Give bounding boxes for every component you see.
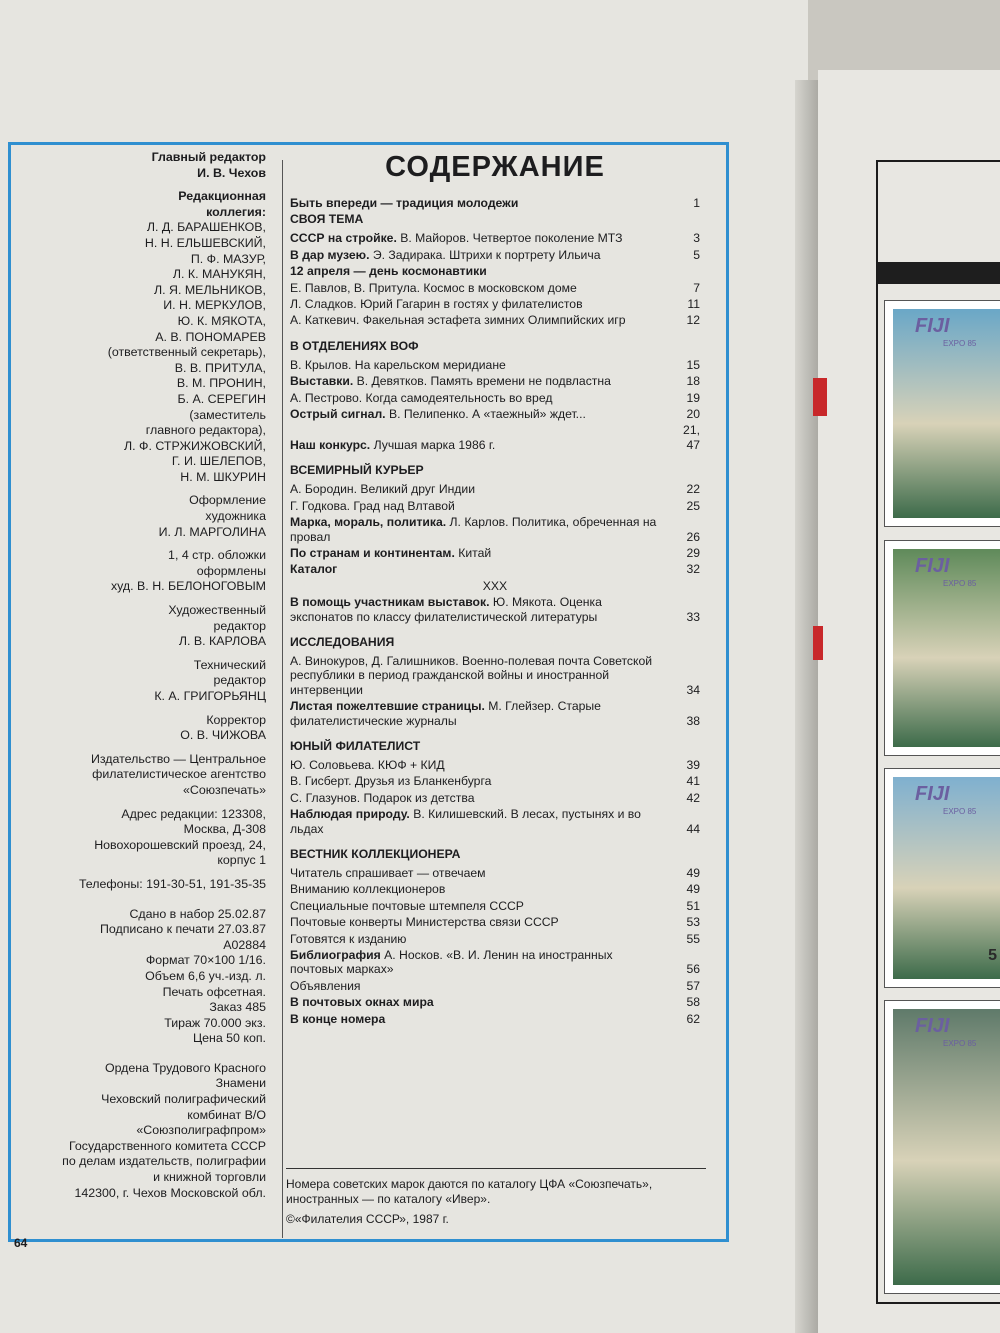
toc-entry-title	[290, 515, 672, 544]
toc-entry-rubric: В почтовых окнах мира	[290, 995, 434, 1010]
publisher-info	[16, 752, 266, 799]
toc-entry[interactable]	[290, 423, 700, 452]
tech-editor-credit	[16, 658, 266, 705]
toc-entry-title	[290, 407, 672, 421]
toc-entry[interactable]	[290, 546, 700, 560]
toc-entry-page: 1	[693, 196, 700, 210]
toc-entry-title	[290, 979, 672, 993]
toc-entry-text: Объявления	[290, 978, 361, 993]
board-member: (заместитель	[189, 407, 266, 422]
toc-entry-text: А. Носков. «В. И. Ленин на иностранных почтовых марках»	[290, 948, 613, 977]
toc-entry-page: 57	[686, 978, 700, 993]
stamp-picture	[893, 777, 1000, 979]
toc-entry-text: В. Пелипенко. А «таежный» ждет...	[385, 407, 586, 422]
toc-entry-title	[290, 248, 672, 262]
toc-entry-text: Специальные почтовые штемпеля СССР	[290, 898, 524, 913]
address-line: Адрес редакции: 123308,	[121, 806, 266, 821]
board-member: И. Н. МЕРКУЛОВ,	[163, 298, 266, 313]
chief-editor-label: Главный редактор	[151, 150, 266, 164]
board-member: Б. А. СЕРЕГИН	[177, 391, 266, 406]
design-credit	[16, 493, 266, 540]
printer-line: «Союзполиграфпром»	[136, 1123, 266, 1138]
toc-section	[290, 339, 700, 452]
toc-entry-title	[290, 499, 672, 513]
address-line: корпус 1	[217, 853, 266, 868]
toc-entry-page: 32	[686, 562, 700, 577]
toc-entry-title	[290, 699, 672, 728]
toc-entry-title	[290, 374, 672, 388]
credit-line: оформлены	[196, 563, 266, 578]
printer-line: 142300, г. Чехов Московской обл.	[74, 1185, 266, 1200]
toc-entry[interactable]	[290, 391, 700, 405]
stamp-picture	[893, 549, 1000, 747]
toc-section-heading: СВОЯ ТЕМА	[290, 212, 364, 227]
credit-line: К. А. ГРИГОРЬЯНЦ	[154, 689, 266, 703]
toc-entry-title	[290, 995, 672, 1009]
toc-entry[interactable]	[290, 358, 700, 372]
printer-line: по делам издательств, полиграфии	[62, 1154, 266, 1169]
board-member: Ю. К. МЯКОТА,	[177, 313, 266, 328]
footnote-block	[286, 1168, 706, 1233]
toc-entry[interactable]	[290, 899, 700, 913]
toc-entry[interactable]	[290, 281, 700, 295]
toc-entry[interactable]	[290, 562, 700, 576]
publisher-line: филателистическое агентство	[92, 767, 266, 782]
toc-entry[interactable]	[290, 915, 700, 929]
toc-entry-page: 44	[686, 821, 700, 836]
toc-entry-title	[290, 882, 672, 896]
postage-stamp	[884, 300, 1000, 527]
toc-entry-rubric: Библиография	[290, 948, 381, 963]
toc-entry-title	[290, 546, 672, 560]
toc-entry-title	[290, 774, 672, 788]
red-tab	[813, 378, 827, 416]
stamp-logo: FIJI	[915, 783, 950, 805]
toc-entry-title	[290, 899, 672, 913]
table-of-contents	[290, 150, 700, 1037]
toc-entry[interactable]	[290, 995, 700, 1009]
toc-entry-title	[290, 264, 672, 278]
address-line: Москва, Д-308	[183, 822, 266, 837]
toc-entry-title	[290, 758, 672, 772]
toc-section	[290, 212, 700, 327]
stamp-price: 5	[988, 947, 997, 964]
board-list	[16, 220, 266, 485]
toc-entry[interactable]	[290, 264, 700, 278]
print-info-line: Цена 50 коп.	[192, 1031, 266, 1046]
toc-entry-rubric: В помощь участникам выставок.	[290, 595, 490, 610]
toc-entry-page: 42	[686, 790, 700, 805]
toc-entry-title	[290, 391, 672, 405]
toc-entry-page: 38	[686, 713, 700, 728]
board-member: главного редактора),	[145, 423, 266, 438]
credit-line: Художественный	[168, 603, 266, 618]
toc-entry[interactable]	[290, 791, 700, 805]
toc-entry-page: 34	[686, 682, 700, 697]
credit-line: художника	[205, 509, 266, 524]
toc-entry-page: 58	[686, 995, 700, 1010]
toc-entry[interactable]	[290, 407, 700, 421]
toc-entry[interactable]	[290, 297, 700, 311]
column-divider	[282, 160, 283, 1238]
cover-credit	[16, 548, 266, 595]
toc-entry-rubric: Марка, мораль, политика.	[290, 515, 447, 530]
phones: Телефоны: 191-30-51, 191-35-35	[78, 876, 266, 891]
credit-line: И. Л. МАРГОЛИНА	[158, 524, 266, 539]
credit-line: Л. В. КАРЛОВА	[178, 634, 266, 649]
printer-line: комбинат В/О	[187, 1107, 266, 1122]
toc-entry-text: А. Пестрово. Когда самодеятельность во вред	[290, 390, 553, 405]
toc-entry-text: В. Майоров. Четвертое поколение МТЗ	[396, 231, 623, 246]
toc-entry[interactable]	[290, 882, 700, 896]
toc-entry-title	[290, 807, 672, 836]
credit-line: Оформление	[189, 493, 266, 508]
toc-entry[interactable]	[290, 979, 700, 993]
stamp-expo-label: EXPO 85	[943, 339, 977, 348]
stamp-logo: FIJI	[915, 315, 950, 337]
stamp-sheet-bar	[878, 262, 1000, 284]
toc-entry-page: 5	[693, 247, 700, 262]
toc-section	[290, 847, 700, 1026]
toc-section-heading: В ОТДЕЛЕНИЯХ ВОФ	[290, 338, 419, 353]
toc-entry-title	[290, 932, 672, 946]
toc-entry-text: Китай	[454, 545, 492, 560]
toc-section-heading: ВСЕМИРНЫЙ КУРЬЕР	[290, 463, 424, 478]
copyright: ©«Филателия СССР», 1987 г.	[286, 1212, 449, 1226]
print-info-line: Заказ 485	[209, 1000, 266, 1015]
toc-entry-title	[290, 562, 672, 576]
toc-entry-title	[290, 297, 672, 311]
toc-entry-title: Быть впереди — традиция молодежи	[290, 196, 519, 210]
toc-entry[interactable]	[290, 758, 700, 772]
credit-line: Корректор	[206, 712, 266, 727]
toc-entry[interactable]	[290, 654, 700, 697]
toc-entry-text: Ю. Соловьева. КЮФ + КИД	[290, 757, 445, 772]
toc-entry[interactable]	[290, 515, 700, 544]
print-info-line: А02884	[223, 937, 266, 952]
toc-entry-page: 49	[686, 882, 700, 897]
toc-entry-text: В. Гисберт. Друзья из Бланкенбурга	[290, 774, 492, 789]
toc-entry-page: 7	[693, 280, 700, 295]
toc-entry-page: 41	[686, 774, 700, 789]
toc-entry-text: А. Каткевич. Факельная эстафета зимних Олимпийских игр	[290, 313, 626, 328]
toc-entry-text: В. Крылов. На карельском меридиане	[290, 357, 506, 372]
toc-entry-page: 12	[686, 313, 700, 328]
toc-entry-page: 20	[686, 407, 700, 422]
toc-section-heading: ИССЛЕДОВАНИЯ	[290, 634, 395, 649]
toc-title: СОДЕРЖАНИЕ	[385, 151, 605, 183]
toc-entry-page: 15	[686, 357, 700, 372]
print-info-line: Тираж 70.000 экз.	[164, 1015, 266, 1030]
toc-entry-title	[290, 1012, 672, 1026]
toc-entry-text: Э. Задирака. Штрихи к портрету Ильича	[369, 247, 601, 262]
toc-entry-text: В. Девятков. Память времени не подвластна	[353, 374, 611, 389]
toc-entry-title	[290, 654, 672, 697]
toc-entry-page: 39	[686, 757, 700, 772]
print-info	[16, 907, 266, 1047]
toc-entry[interactable]	[290, 499, 700, 513]
toc-entry-text: Ю. Мякота. Оценка экспонатов по классу филателистической литературы	[290, 595, 602, 624]
toc-entry-page: 62	[686, 1011, 700, 1026]
toc-entry-title	[290, 791, 672, 805]
toc-entry-title	[290, 482, 672, 496]
toc-entry-rubric: Наблюдая природу.	[290, 807, 410, 822]
board-member: Л. Д. БАРАШЕНКОВ,	[146, 220, 266, 235]
toc-entry-rubric: Выставки.	[290, 374, 354, 389]
toc-entry[interactable]	[290, 807, 700, 836]
print-info-line: Сдано в набор 25.02.87	[129, 906, 266, 921]
board-member: Г. И. ШЕЛЕПОВ,	[171, 454, 266, 469]
toc-entry-rubric: Наш конкурс.	[290, 437, 371, 452]
board-member: Л. Я. МЕЛЬНИКОВ,	[154, 282, 266, 297]
toc-entry-title	[290, 358, 672, 372]
editorial-address	[16, 807, 266, 869]
printer-line: Государственного комитета СССР	[68, 1138, 266, 1153]
credit-line: Технический	[193, 657, 266, 672]
toc-entry[interactable]	[290, 482, 700, 496]
toc-sections	[290, 212, 700, 1026]
board-member: (ответственный секретарь),	[107, 345, 266, 360]
printer-line: Ордена Трудового Красного	[104, 1060, 266, 1075]
postage-stamp	[884, 540, 1000, 756]
board-member: В. В. ПРИТУЛА,	[174, 360, 266, 375]
toc-entry-text: Л. Сладков. Юрий Гагарин в гостях у филателистов	[290, 297, 583, 312]
toc-entry-rubric: Листая пожелтевшие страницы.	[290, 699, 485, 714]
toc-entry-title	[290, 281, 672, 295]
board-member: А. В. ПОНОМАРЕВ	[155, 329, 266, 344]
toc-entry-rubric: Каталог	[290, 562, 338, 577]
stamp-expo-label: EXPO 85	[943, 579, 977, 588]
print-info-line: Подписано к печати 27.03.87	[99, 922, 266, 937]
toc-entry-text: В. Килишевский. В лесах, пустынях и во льдах	[290, 807, 641, 836]
toc-entry[interactable]	[290, 313, 700, 327]
page-number: 64	[14, 1236, 28, 1250]
board-member: П. Ф. МАЗУР,	[190, 251, 266, 266]
toc-entry-rubric: В конце номера	[290, 1011, 386, 1026]
toc-entry[interactable]	[290, 196, 700, 210]
board-member: Н. Н. ЕЛЬШЕВСКИЙ,	[144, 235, 266, 250]
toc-entry-page: 19	[686, 390, 700, 405]
postage-stamp	[884, 1000, 1000, 1294]
toc-entry-title	[290, 231, 672, 245]
red-tab	[813, 626, 823, 660]
credit-line: редактор	[213, 618, 266, 633]
toc-section-heading: ЮНЫЙ ФИЛАТЕЛИСТ	[290, 738, 421, 753]
toc-entry-text: Читатель спрашивает — отвечаем	[290, 866, 486, 880]
toc-entry-rubric: 12 апреля — день космонавтики	[290, 264, 487, 279]
toc-entry[interactable]	[290, 932, 700, 946]
toc-entry-text: А. Винокуров, Д. Галишников. Военно-полевая почта Советской республики в период гражданской войны и иностранной интервенции	[290, 653, 653, 697]
toc-entry-page: 56	[686, 962, 700, 977]
toc-entry-text: Е. Павлов, В. Притула. Космос в московском доме	[290, 280, 577, 295]
toc-entry-page: 22	[686, 482, 700, 497]
toc-entry-page: 33	[686, 609, 700, 624]
board-member: Н. М. ШКУРИН	[180, 469, 266, 484]
toc-entry[interactable]	[290, 1012, 700, 1026]
toc-entry-text: А. Бородин. Великий друг Индии	[290, 482, 476, 497]
stamp-picture	[893, 1009, 1000, 1285]
publisher-line: «Союзпечать»	[183, 782, 266, 797]
toc-entry-rubric: По странам и континентам.	[290, 545, 455, 560]
board-member: Л. Ф. СТРЖИЖОВСКИЙ,	[124, 438, 266, 453]
credit-line: 1, 4 стр. обложки	[168, 548, 266, 563]
toc-entry-title	[290, 595, 672, 624]
toc-entry-page: 51	[686, 898, 700, 913]
toc-entry-text: Г. Годкова. Град над Влтавой	[290, 498, 455, 513]
toc-entry-page: 49	[686, 866, 700, 880]
postage-stamp	[884, 768, 1000, 988]
toc-entry[interactable]	[290, 595, 700, 624]
toc-entry[interactable]	[290, 374, 700, 388]
toc-entry[interactable]	[290, 866, 700, 880]
toc-entry-text: М. Глейзер. Старые филателистические журналы	[290, 699, 601, 728]
credit-line: редактор	[213, 673, 266, 688]
address-line: Новохорошевский проезд, 24,	[94, 837, 266, 852]
print-info-line: Формат 70×100 1/16.	[145, 953, 266, 968]
toc-entry-page: 3	[693, 231, 700, 246]
masthead	[16, 150, 266, 1209]
printer-line: и книжной торговли	[153, 1170, 266, 1185]
toc-section	[290, 463, 700, 624]
stamp-logo: FIJI	[915, 555, 950, 577]
toc-entry-text: Почтовые конверты Министерства связи СССР	[290, 915, 559, 930]
credit-line: худ. В. Н. БЕЛОНОГОВЫМ	[110, 579, 266, 594]
print-info-line: Печать офсетная.	[162, 984, 266, 999]
toc-entry-title	[290, 438, 672, 452]
toc-entry[interactable]	[290, 231, 700, 245]
printer-line: Знамени	[215, 1076, 266, 1091]
stamp-expo-label: EXPO 85	[943, 1039, 977, 1048]
toc-entry-title	[290, 866, 672, 880]
art-editor-credit	[16, 603, 266, 650]
toc-entry-rubric: Острый сигнал.	[290, 407, 386, 422]
stamp-logo: FIJI	[915, 1015, 950, 1037]
toc-entry-page: 55	[686, 931, 700, 946]
toc-entry[interactable]	[290, 699, 700, 728]
credit-line: О. В. ЧИЖОВА	[180, 728, 266, 743]
toc-section	[290, 635, 700, 728]
toc-entry-text: С. Глазунов. Подарок из детства	[290, 790, 475, 805]
toc-entry-page: 53	[686, 915, 700, 930]
catalog-note: Номера советских марок даются по каталогу ЦФА «Союзпечать», иностранных — по каталогу «Ивер».	[286, 1177, 653, 1206]
toc-entry-title	[290, 948, 672, 977]
printer-info	[16, 1061, 266, 1201]
toc-entry-page: 18	[686, 374, 700, 389]
toc-entry-rubric: СССР на стройке.	[290, 231, 397, 246]
toc-entry-page: 29	[686, 545, 700, 560]
toc-entry-page: 11	[687, 297, 700, 312]
print-info-line: Объем 6,6 уч.-изд. л.	[145, 968, 266, 983]
toc-section	[290, 739, 700, 836]
toc-entry-rubric: В дар музею.	[290, 247, 370, 262]
toc-section-heading: ВЕСТНИК КОЛЛЕКЦИОНЕРА	[290, 847, 461, 861]
printer-line: Чеховский полиграфический	[101, 1092, 266, 1107]
corrector-credit	[16, 713, 266, 744]
toc-entry-text: Вниманию коллекционеров	[290, 882, 446, 897]
toc-entry-text: Лучшая марка 1986 г.	[370, 437, 496, 452]
publisher-line: Издательство — Центральное	[90, 751, 266, 766]
stamp-picture	[893, 309, 1000, 518]
toc-separator: XXX	[482, 578, 508, 593]
board-label: коллегия:	[206, 204, 266, 219]
board-member: Л. К. МАНУКЯН,	[172, 267, 266, 282]
toc-entry-page: 21, 47	[683, 423, 700, 452]
toc-entry-title	[290, 915, 672, 929]
board-label: Редакционная	[178, 189, 266, 204]
toc-entry-text: Готовятся к изданию	[290, 931, 407, 946]
toc-entry[interactable]	[290, 248, 700, 262]
chief-editor-name: И. В. Чехов	[197, 165, 266, 180]
toc-entry-text: Л. Карлов. Политика, обреченная на провал	[290, 515, 657, 544]
toc-entry[interactable]	[290, 774, 700, 788]
stamp-expo-label: EXPO 85	[943, 807, 977, 816]
toc-entry-page: 25	[686, 498, 700, 513]
toc-entry-page: 26	[686, 529, 700, 544]
board-member: В. М. ПРОНИН,	[176, 376, 266, 391]
toc-entry-title	[290, 313, 672, 327]
toc-entry[interactable]	[290, 948, 700, 977]
